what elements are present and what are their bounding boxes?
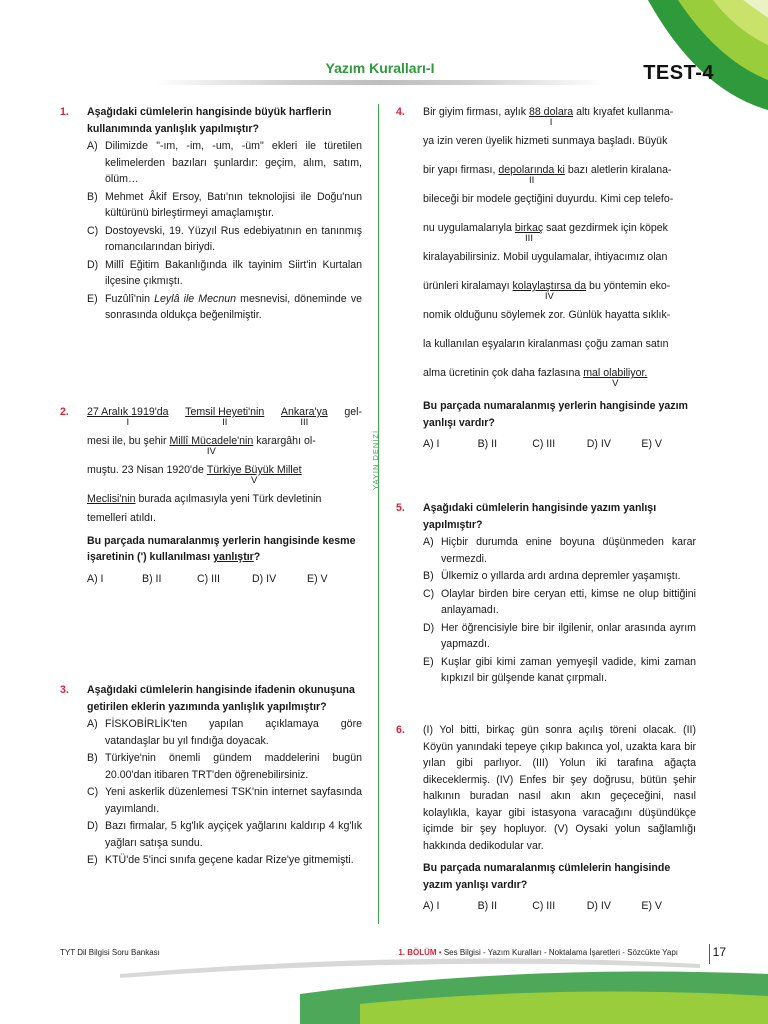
choice-c[interactable]: C) III (197, 572, 220, 585)
question-number: 1. (60, 106, 69, 118)
choice-c[interactable]: C) III (532, 438, 556, 451)
option-b[interactable]: B) Türkiye'nin önemli gündem maddelerini bugün 20.00'dan itibaren TRT'den öğrenebilirsiniz. (87, 752, 362, 781)
option-d[interactable]: D) Millî Eğitim Bakanlığında ilk tayinim Siirt'in Kurtalan ilçesine çıkmıştı. (87, 258, 362, 288)
question-stem: Bu parçada numaralanmış cümlelerin hangisinde yazım yanlışı vardır? (423, 862, 671, 891)
choice-a[interactable]: A) I (87, 572, 104, 585)
question-2 (60, 404, 362, 587)
choice-c[interactable]: C) III (532, 900, 556, 913)
question-number: 2. (60, 406, 69, 418)
title-underline (155, 80, 605, 85)
option-d[interactable]: D) Her öğrencisiyle bire bir ilgilenir, onlar arasında ayrım yapmazdı. (423, 621, 696, 651)
choice-e[interactable]: E) V (307, 572, 328, 585)
corner-decoration (608, 0, 768, 110)
option-a[interactable]: A) FİSKOBİRLİK'ten yapılan açıklamaya göre vatandaşlar bu yıl fındığa doyacak. (87, 718, 362, 747)
question-3 (60, 682, 362, 869)
choice-b[interactable]: B) II (477, 900, 498, 913)
passage-line: Bir giyim firması, aylık 88 dolara I altı kıyafet kullanma- (423, 106, 674, 128)
question-6 (396, 722, 696, 915)
passage-line: ya izin veren üyelik hizmeti sunmaya başladı. Büyük (423, 135, 668, 147)
option-e[interactable]: E) Kuşlar gibi kimi zaman yemyeşil vadide, kimi zaman kıpkızıl bir gülşende kanat çırpmalı. (423, 655, 696, 685)
test-label: TEST-4 (643, 62, 714, 84)
question-stem: Bu parçada numaralanmış yerlerin hangisinde yazım yanlışı vardır? (423, 400, 688, 429)
option-c[interactable]: C) Dostoyevski, 19. Yüzyıl Rus edebiyatının en tanınmış romancılarından biriydi. (87, 224, 362, 254)
book-title: TYT Dil Bilgisi Soru Bankası (60, 948, 160, 957)
passage-line: muştu. 23 Nisan 1920'de Türkiye Büyük Millet V (87, 464, 302, 486)
passage-line: temelleri atıldı. (87, 512, 156, 524)
passage-line: bir yapı firması, depolarında ki II bazı aletlerin kiralana- (423, 164, 672, 186)
answer-choices (423, 898, 696, 915)
option-e[interactable]: E) KTÜ'de 5'inci sınıfa geçene kadar Rize'ye gitmemişti. (87, 854, 354, 867)
answer-choices (423, 436, 696, 453)
option-c[interactable]: C) Olaylar birden bire ceryan etti, kimse ne olup bittiğini anlayamadı. (423, 587, 696, 617)
passage-line: nomik olduğunu söylemek zor. Günlük hayatta sıklık- (423, 309, 671, 321)
option-b[interactable]: B) Mehmet Âkif Ersoy, Batı'nın teknolojisi ile Doğu'nun kültürünü birleştirmeyi amaçlamıştır. (87, 190, 362, 220)
passage-line: mesi ile, bu şehir Millî Mücadele'nin IV karargâhı ol- (87, 435, 316, 457)
choice-e[interactable]: E) V (641, 438, 662, 451)
choice-e[interactable]: E) V (641, 900, 662, 913)
publisher-label: YAYIN DENİZİ (371, 429, 380, 490)
page-title: Yazım Kuralları-I (325, 60, 435, 76)
question-stem: Bu parçada numaralanmış yerlerin hangisinde kesme işaretinin (') kullanılması yanlıştır? (87, 534, 356, 564)
section-info: 1. BÖLÜM • Ses Bilgisi - Yazım Kuralları - Noktalama İşaretleri - Sözcükte Yapı (398, 948, 678, 957)
choice-a[interactable]: A) I (423, 900, 440, 913)
answer-choices (87, 571, 362, 588)
question-stem: Aşağıdaki cümlelerin hangisinde ifadenin okunuşuna getirilen eklerin yazımında yanlışlık yapılmıştır? (87, 684, 355, 713)
passage-line: Meclisi'nin burada açılmasıyla yeni Türk devletinin (87, 493, 322, 505)
question-number: 3. (60, 684, 69, 696)
passage-line: la kullanılan eşyaların kiralanması çoğu zaman satın (423, 338, 669, 350)
option-a[interactable]: A) Hiçbir durumda enine boyuna düşünmeden karar vermezdi. (423, 536, 696, 565)
question-number: 5. (396, 502, 405, 514)
question-1 (60, 104, 362, 324)
option-b[interactable]: B) Ülkemiz o yıllarda ardı ardına depremler yaşamıştı. (423, 570, 681, 583)
option-a[interactable]: A) Dilimizde "-ım, -im, -um, -üm" ekleri ile türetilen kelimelerden bazıları şunlardır: geçim, alım, satım, ölüm… (87, 140, 362, 186)
passage-line: ürünleri kiralamayı kolaylaştırsa da IV bu yöntemin eko- (423, 280, 671, 302)
choice-b[interactable]: B) II (477, 438, 498, 451)
column-divider (378, 104, 379, 924)
question-stem: Aşağıdaki cümlelerin hangisinde yazım yanlışı yapılmıştır? (423, 502, 657, 531)
footer-divider (709, 944, 710, 964)
passage-line: nu uygulamalarıyla birkaç III saat gezdirmek için köpek (423, 222, 668, 244)
option-e[interactable]: E) Fuzûlî'nin Leylâ ile Mecnun mesnevisi, döneminde ve sonrasında oldukça beğenilmiştir. (87, 292, 363, 322)
choice-d[interactable]: D) IV (586, 438, 611, 451)
passage-line: 27 Aralık 1919'da I Temsil Heyeti'nin II Ankara'ya III gel- (87, 406, 362, 428)
option-c[interactable]: C) Yeni askerlik düzenlemesi TSK'nin internet sayfasında yayımlandı. (87, 786, 362, 815)
question-number: 6. (396, 724, 405, 736)
passage-line: bileceği bir modele geçtiğini duyurdu. Kimi cep telefo- (423, 193, 674, 205)
question-4 (396, 104, 696, 453)
choice-d[interactable]: D) IV (252, 572, 277, 585)
question-stem: Aşağıdaki cümlelerin hangisinde büyük harflerin kullanımında yanlışlık yapılmıştır? (87, 106, 332, 135)
passage: (I) Yol bitti, birkaç gün sonra açılış töreni olacak. (II) Köyün yanındaki tepeye çıkıp bakınca yol, uzakta kara bir yılan gibi parlıyor. (III) Yolun iki tarafına ağaçta dikeceklermiş. (IV) Enfes bir şey doğrusu, bütün şehir halkının buradan nasıl akın akın geçeceğini, nasıl kolaylıkla, kayar gibi istasyona varacağını düşündükçe içimde bir şey hopluyor. (V) Oysaki yolun sağlamlığı hakkında dedikodular var. (423, 724, 696, 852)
question-5 (396, 500, 696, 687)
page-number: 17 (712, 945, 726, 959)
option-d[interactable]: D) Bazı firmalar, 5 kg'lık ayçiçek yağlarını kaldırıp 4 kg'lık yağları satışa sundu. (87, 820, 362, 849)
choice-a[interactable]: A) I (423, 438, 440, 451)
choice-d[interactable]: D) IV (586, 900, 611, 913)
question-number: 4. (396, 106, 405, 118)
choice-b[interactable]: B) II (142, 572, 162, 585)
passage-line: kiralayabilirsiniz. Mobil uygulamalar, ihtiyacımız olan (423, 251, 668, 263)
passage-line: alma ücretinin çok daha fazlasına mal olabiliyor. V (423, 367, 648, 389)
